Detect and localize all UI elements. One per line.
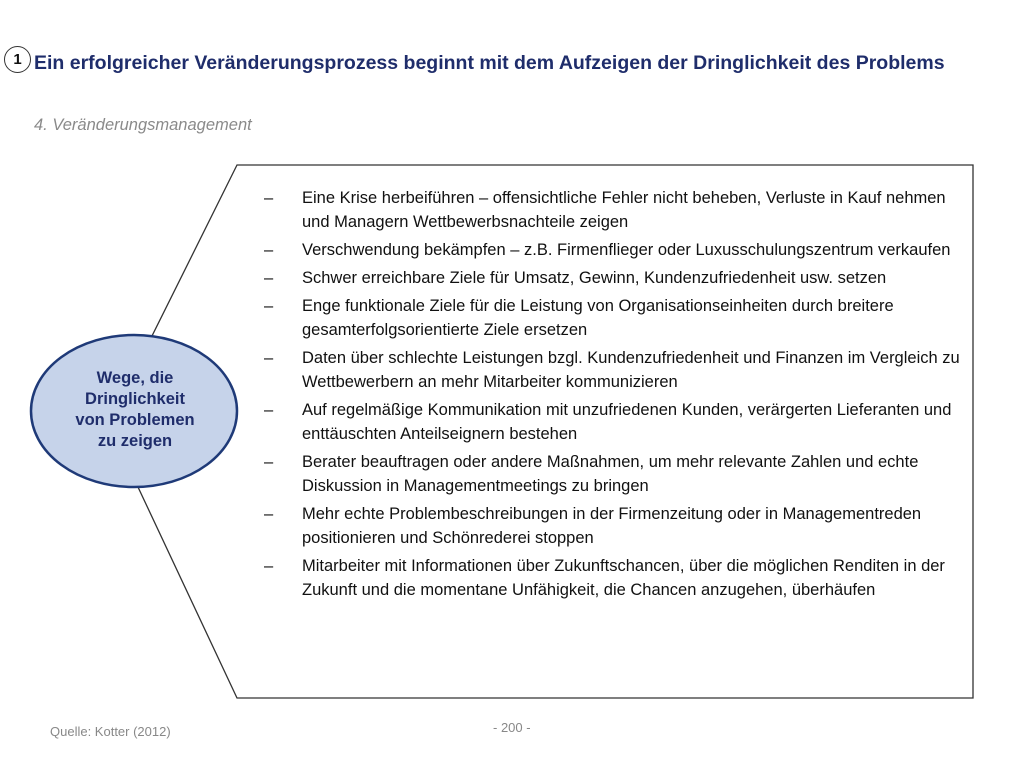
list-item-text: Daten über schlechte Leistungen bzgl. Kundenzufriedenheit und Finanzen im Vergleich zu Wettbewerbern an mehr Mitarbeiter kommunizieren	[302, 349, 960, 391]
dash-marker: –	[264, 189, 274, 207]
list-item	[262, 502, 962, 550]
list-item-text: Berater beauftragen oder andere Maßnahmen, um mehr relevante Zahlen und echte Diskussion in Managementmeetings zu bringen	[302, 453, 919, 495]
list-item	[262, 294, 962, 342]
list-item	[262, 554, 962, 602]
source-citation: Quelle: Kotter (2012)	[50, 724, 171, 739]
dash-marker: –	[264, 241, 274, 259]
page-subtitle: 4. Veränderungsmanagement	[34, 116, 252, 134]
topic-ellipse-label	[45, 368, 225, 452]
list-item-text: Mehr echte Problembeschreibungen in der Firmenzeitung oder in Managementreden positionieren und Schönrederei stoppen	[302, 505, 922, 547]
dash-marker: –	[264, 557, 274, 575]
list-item-text: Eine Krise herbeiführen – offensichtliche Fehler nicht beheben, Verluste in Kauf nehmen und Managern Wettbewerbsnachteile zeigen	[302, 189, 946, 231]
ellipse-line: zu zeigen	[97, 432, 173, 450]
dash-marker: –	[264, 269, 274, 287]
list-item-text: Auf regelmäßige Kommunikation mit unzufriedenen Kunden, verärgerten Lieferanten und enttäuschten Anteilseignern bestehen	[302, 401, 952, 443]
ellipse-line: Dringlichkeit	[85, 390, 185, 408]
list-item	[262, 398, 962, 446]
dash-marker: –	[264, 453, 274, 471]
list-item	[262, 186, 962, 234]
ellipse-line: von Problemen	[75, 411, 195, 429]
section-number: 1	[13, 51, 22, 68]
list-item	[262, 266, 962, 290]
list-item-text: Mitarbeiter mit Informationen über Zukunftschancen, über die möglichen Renditen in der Zukunft und die momentane Unfähigkeit, die Chancen anzugehen, überhäufen	[302, 557, 945, 599]
list-item-text: Schwer erreichbare Ziele für Umsatz, Gewinn, Kundenzufriedenheit usw. setzen	[302, 269, 887, 287]
list-item	[262, 450, 962, 498]
dash-marker: –	[264, 505, 274, 523]
bullet-list	[262, 186, 962, 606]
ellipse-line: Wege, die	[96, 369, 174, 387]
dash-marker: –	[264, 297, 274, 315]
list-item-text: Verschwendung bekämpfen – z.B. Firmenflieger oder Luxusschulungszentrum verkaufen	[302, 241, 951, 259]
list-item	[262, 238, 962, 262]
dash-marker: –	[264, 349, 274, 367]
list-item-text: Enge funktionale Ziele für die Leistung von Organisationseinheiten durch breitere gesamterfolgsorientierte Ziele ersetzen	[302, 297, 894, 339]
page-title: Ein erfolgreicher Veränderungsprozess beginnt mit dem Aufzeigen der Dringlichkeit des Problems	[34, 52, 945, 74]
list-item	[262, 346, 962, 394]
dash-marker: –	[264, 401, 274, 419]
page-number: - 200 -	[493, 720, 531, 735]
